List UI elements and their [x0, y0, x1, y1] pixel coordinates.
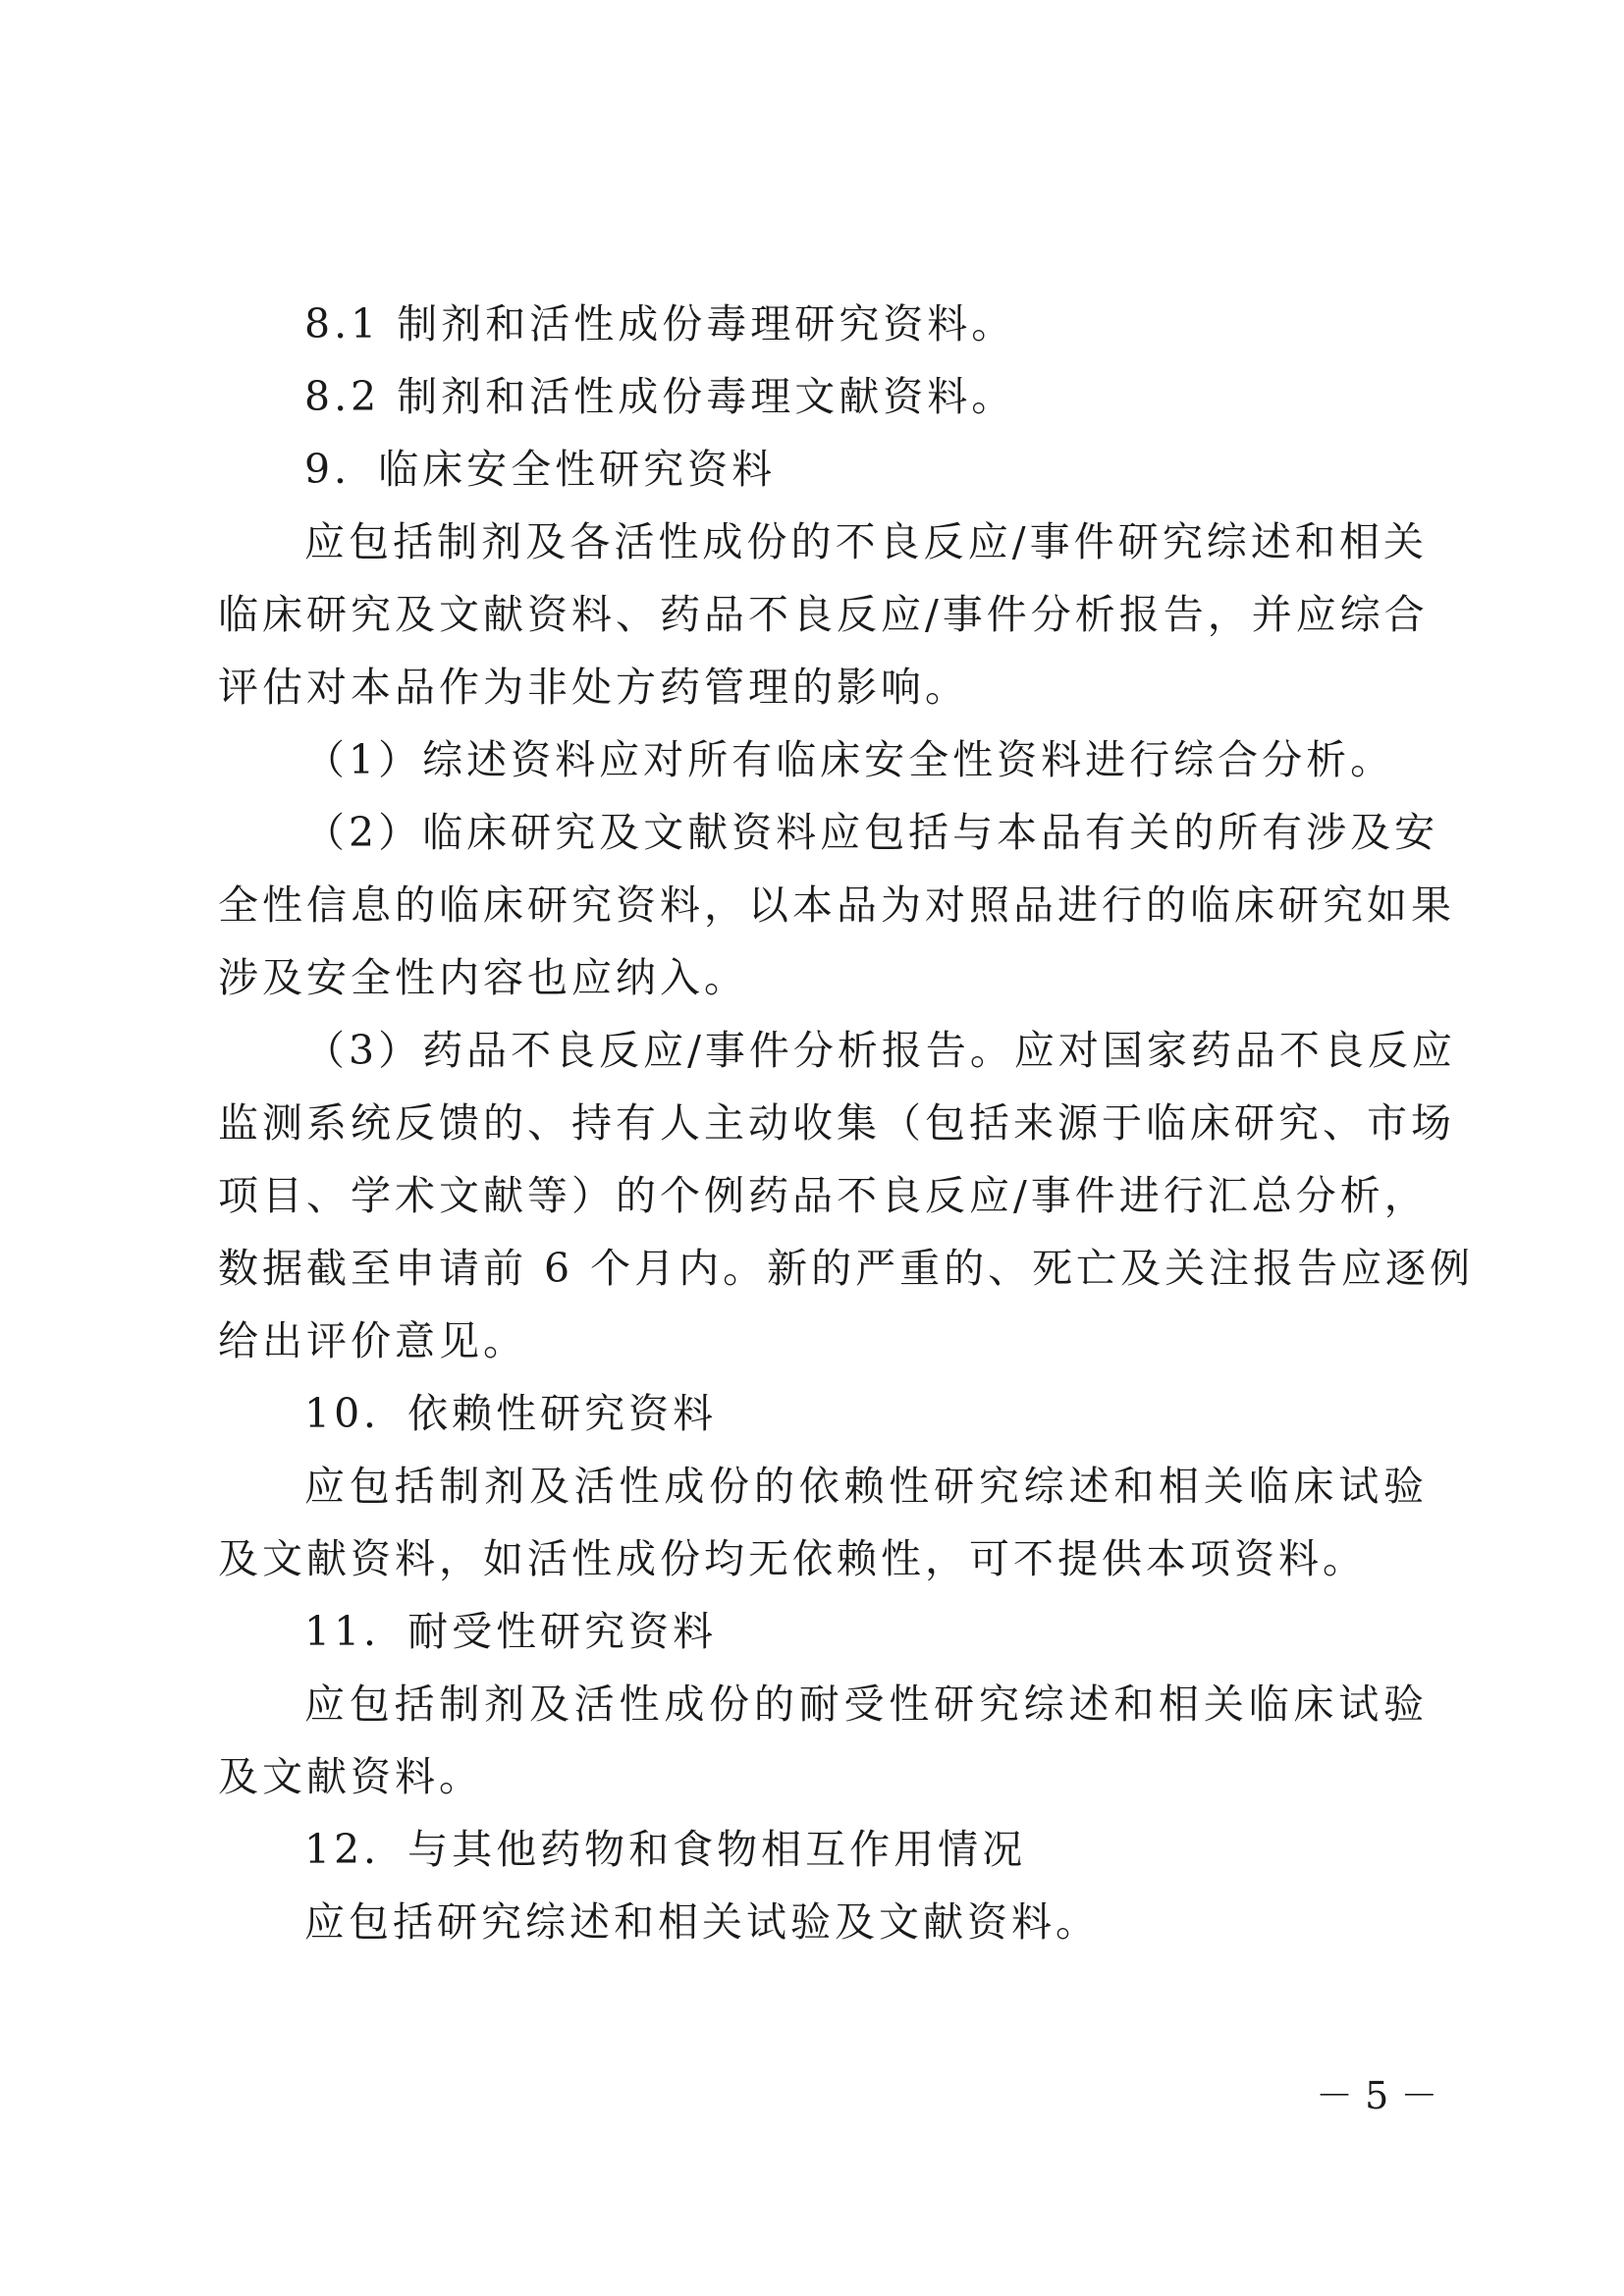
paragraph-line: 评估对本品作为非处方药管理的影响。 — [218, 664, 969, 711]
paragraph-line: 应包括制剂及活性成份的耐受性研究综述和相关临床试验 — [304, 1681, 1428, 1728]
paragraph-line: 临床研究及文献资料、药品不良反应/事件分析报告，并应综合 — [218, 591, 1429, 638]
section-9-heading: 9．临床安全性研究资料 — [304, 446, 777, 493]
section-12-heading: 12．与其他药物和食物相互作用情况 — [304, 1826, 1027, 1873]
paragraph-line: 应包括制剂及各活性成份的不良反应/事件研究综述和相关 — [304, 518, 1428, 565]
list-item-3-line: 给出评价意见。 — [218, 1317, 527, 1364]
list-item-2-line: 涉及安全性内容也应纳入。 — [218, 954, 748, 1001]
list-item-3-line: （3）药品不良反应/事件分析报告。应对国家药品不良反应 — [304, 1027, 1456, 1074]
paragraph-line: 应包括制剂及活性成份的依赖性研究综述和相关临床试验 — [304, 1463, 1428, 1510]
section-8-2-text: 8.2 制剂和活性成份毒理文献资料。 — [304, 373, 1016, 420]
paragraph-line: 及文献资料，如活性成份均无依赖性，可不提供本项资料。 — [218, 1535, 1367, 1582]
paragraph-line: 应包括研究综述和相关试验及文献资料。 — [304, 1898, 1100, 1946]
list-item-3-line: 监测系统反馈的、持有人主动收集（包括来源于临床研究、市场 — [218, 1099, 1455, 1147]
paragraph-line: 及文献资料。 — [218, 1753, 483, 1800]
section-11-heading: 11．耐受性研究资料 — [304, 1608, 718, 1655]
section-8-1-text: 8.1 制剂和活性成份毒理研究资料。 — [304, 300, 1016, 347]
list-item-1: （1）综述资料应对所有临床安全性资料进行综合分析。 — [304, 736, 1395, 783]
section-10-heading: 10．依赖性研究资料 — [304, 1390, 718, 1437]
list-item-3-line: 数据截至申请前 6 个月内。新的严重的、死亡及关注报告应逐例 — [218, 1245, 1475, 1292]
list-item-2-line: 全性信息的临床研究资料，以本品为对照品进行的临床研究如果 — [218, 881, 1455, 929]
page-number: － 5 － — [1316, 2074, 1438, 2117]
list-item-3-line: 项目、学术文献等）的个例药品不良反应/事件进行汇总分析， — [218, 1172, 1429, 1219]
list-item-2-line: （2）临床研究及文献资料应包括与本品有关的所有涉及安 — [304, 809, 1439, 856]
